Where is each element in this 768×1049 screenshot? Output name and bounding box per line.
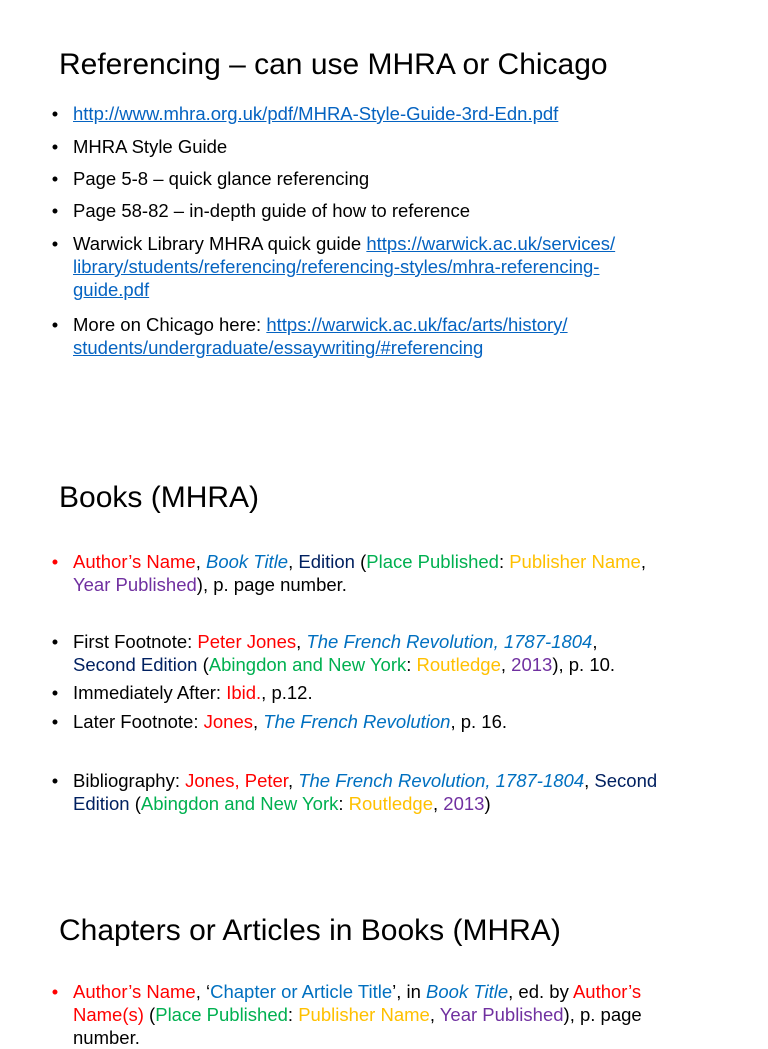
bullet: • bbox=[51, 233, 59, 254]
first-footnote-item: • First Footnote: Peter Jones, The French Revolution, 1787-1804, Second Edition (Abingdon and New York: Routledge, 2013), p. 10. bbox=[73, 630, 728, 676]
list-item bbox=[51, 232, 728, 301]
warwick-mhra-link[interactable]: https://warwick.ac.uk/services/ library/students/referencing/referencing-styles/mhra-referencing- guide.pdf bbox=[73, 233, 616, 300]
bullet: • bbox=[51, 168, 59, 189]
bullet: • bbox=[51, 551, 59, 572]
mhra-guide-link[interactable]: http://www.mhra.org.uk/pdf/MHRA-Style-Guide-3rd-Edn.pdf bbox=[73, 103, 559, 124]
book-template-item: • Author’s Name, Book Title, Edition (Place Published: Publisher Name, Year Published), p. page number. bbox=[73, 550, 728, 596]
bullet: • bbox=[51, 136, 59, 157]
chapter-template-item: • Author’s Name, ‘Chapter or Article Title’, in Book Title, ed. by Author’s Name(s) (Place Published: Publisher Name, Year Published), p. page number. bbox=[73, 980, 728, 1049]
list-item bbox=[51, 167, 728, 190]
section-heading-chapters: Chapters or Articles in Books (MHRA) bbox=[59, 914, 561, 947]
bullet: • bbox=[51, 631, 59, 652]
list-item bbox=[51, 313, 728, 359]
bullet: • bbox=[51, 770, 59, 791]
bullet: • bbox=[51, 682, 59, 703]
bullet: • bbox=[51, 200, 59, 221]
item-text: Warwick Library MHRA quick guide bbox=[73, 233, 367, 254]
item-text: Page 58-82 – in-depth guide of how to reference bbox=[73, 200, 471, 221]
bullet: • bbox=[51, 103, 59, 124]
section-heading-books: Books (MHRA) bbox=[59, 481, 260, 514]
bibliography-item: • Bibliography: Jones, Peter, The French Revolution, 1787-1804, Second Edition (Abingdon and New York: Routledge, 2013) bbox=[73, 769, 728, 815]
list-item bbox=[51, 135, 728, 158]
immediately-after-item: • Immediately After: Ibid., p.12. bbox=[73, 681, 728, 704]
bullet: • bbox=[51, 711, 59, 732]
later-footnote-item: • Later Footnote: Jones, The French Revolution, p. 16. bbox=[73, 710, 728, 733]
list-item bbox=[51, 199, 728, 222]
chicago-link[interactable]: https://warwick.ac.uk/fac/arts/history/ students/undergraduate/essaywriting/#referencing bbox=[73, 314, 568, 358]
section-heading-referencing: Referencing – can use MHRA or Chicago bbox=[59, 48, 608, 81]
item-text: MHRA Style Guide bbox=[73, 136, 228, 157]
bullet: • bbox=[51, 981, 59, 1002]
item-text: Page 5-8 – quick glance referencing bbox=[73, 168, 370, 189]
bullet: • bbox=[51, 314, 59, 335]
list-item bbox=[51, 102, 728, 125]
item-text: More on Chicago here: bbox=[73, 314, 267, 335]
